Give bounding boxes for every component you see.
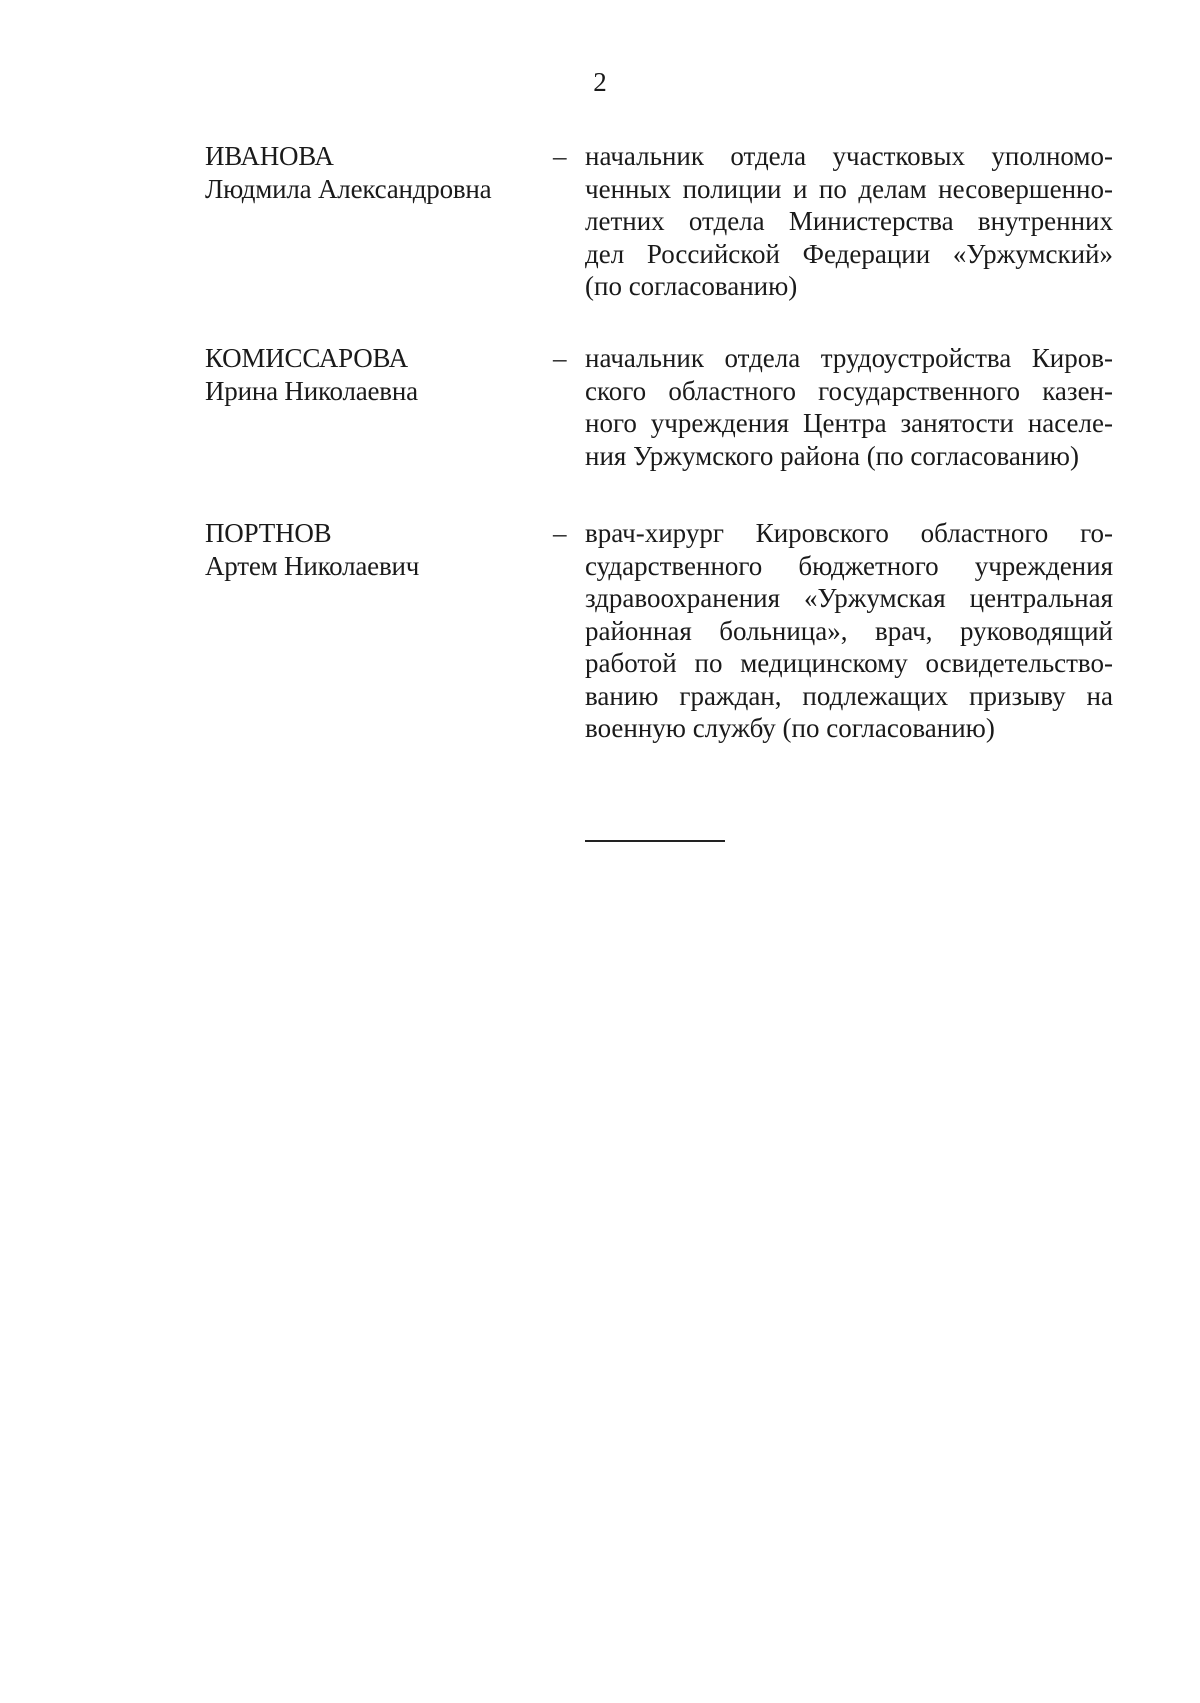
member-surname: ИВАНОВА	[205, 141, 334, 171]
member-given-names: Людмила Александровна	[205, 173, 492, 204]
role-line: ния Уржумского района (по согласованию)	[585, 440, 1079, 471]
member-surname: ПОРТНОВ	[205, 518, 332, 548]
member-given-names: Артем Николаевич	[205, 550, 420, 581]
member-role	[585, 342, 1113, 472]
member-role	[585, 517, 1113, 745]
role-line: начальник отдела трудоустройства Киров-	[585, 343, 1113, 373]
role-line: летних отдела Министерства внутренних	[585, 206, 1113, 236]
role-line: начальник отдела участковых уполномо-	[585, 141, 1113, 171]
role-line: военную службу (по согласованию)	[585, 713, 995, 743]
role-line: (по согласованию)	[585, 271, 798, 301]
role-line: ного учреждения Центра занятости населе-	[585, 408, 1113, 438]
member-name	[205, 342, 535, 407]
role-line: работой по медицинскому освидетельство-	[585, 648, 1113, 678]
role-line: районная больница», врач, руководящий	[585, 615, 1113, 646]
member-surname: КОМИССАРОВА	[205, 343, 408, 373]
member-role	[585, 140, 1113, 303]
member-name	[205, 517, 535, 582]
role-line: врач-хирург Кировского областного го-	[585, 518, 1113, 548]
dash-separator: –	[553, 518, 567, 548]
member-given-names: Ирина Николаевна	[205, 375, 418, 406]
role-line: сударственного бюджетного учреждения	[585, 550, 1113, 581]
member-name	[205, 140, 535, 205]
role-line: ванию граждан, подлежащих призыву на	[585, 680, 1113, 711]
role-line: ского областного государственного казен-	[585, 375, 1113, 406]
role-line: здравоохранения «Уржумская центральная	[585, 583, 1113, 613]
page-number: 2	[593, 67, 607, 97]
dash-separator: –	[553, 343, 567, 373]
end-divider-line	[585, 840, 725, 842]
role-line: дел Российской Федерации «Уржумский»	[585, 238, 1113, 269]
dash-separator: –	[553, 141, 567, 171]
role-line: ченных полиции и по делам несовершенно-	[585, 173, 1113, 204]
